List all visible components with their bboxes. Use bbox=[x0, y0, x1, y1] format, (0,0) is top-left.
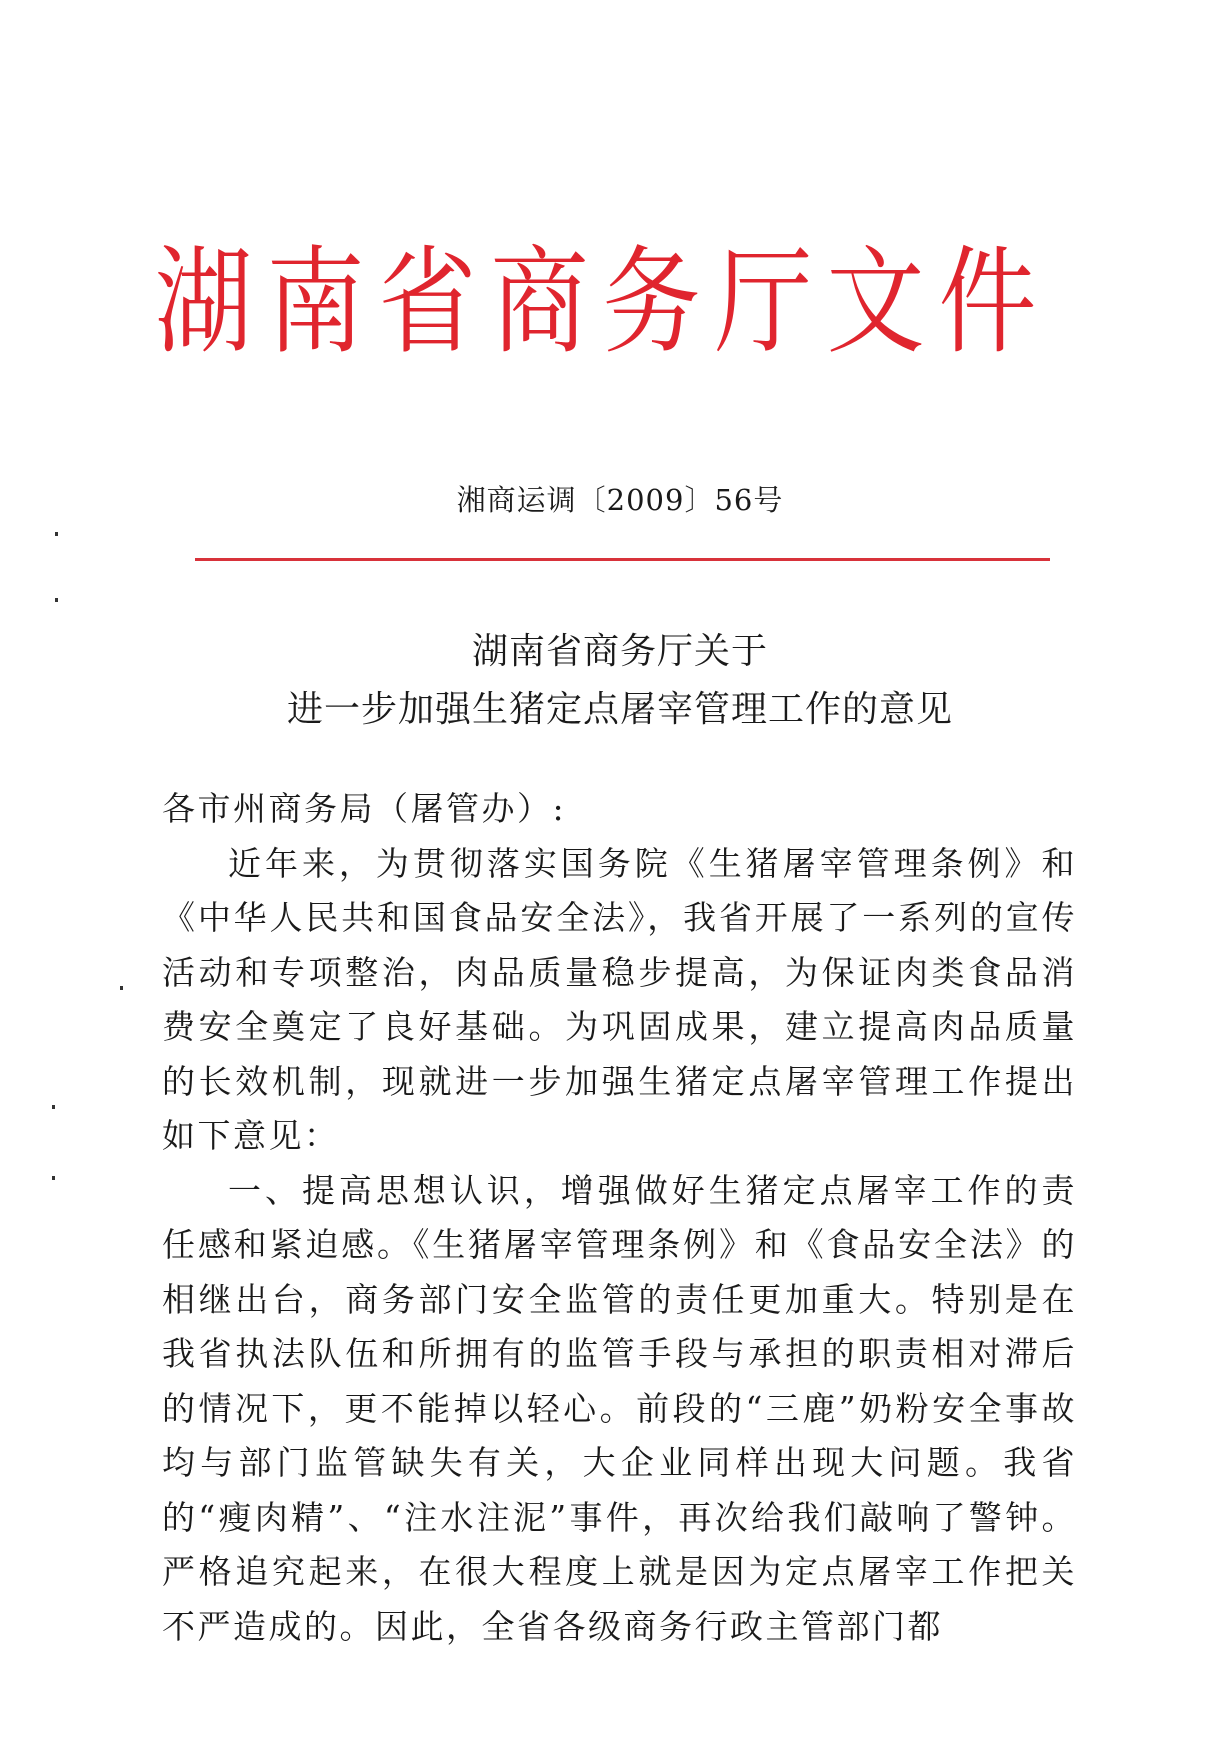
scan-speck bbox=[52, 1105, 55, 1109]
document-header-title: 湖南省商务厅文件 bbox=[154, 235, 1051, 371]
addressee-line: 各市州商务局（屠管办）: bbox=[162, 789, 567, 828]
body-paragraph: 近年来，为贯彻落实国务院《生猪屠宰管理条例》和《中华人民共和国食品安全法》，我省开展了一系列的宣传活动和专项整治，肉品质量稳步提高，为保证肉类食品消费安全奠定了良好基础。为巩固成果，建立提高肉品质量的长效机制，现就进一步加强生猪定点屠宰管理工作提出如下意见： bbox=[162, 843, 1077, 1155]
body-paragraph: 一、提高思想认识，增强做好生猪定点屠宰工作的责任感和紧迫感。《生猪屠宰管理条例》和《食品安全法》的相继出台，商务部门安全监管的责任更加重大。特别是在我省执法队伍和所拥有的监管手段与承担的职责相对滞后的情况下，更不能掉以轻心。前段的“三鹿”奶粉安全事故均与部门监管缺失有关，大企业同样出现大问题。我省的“瘦肉精”、“注水注泥”事件，再次给我们敲响了警钟。严格追究起来，在很大程度上就是因为定点屠宰工作把关不严造成的。因此，全省各级商务行政主管部门都 bbox=[162, 1170, 1077, 1646]
document-title bbox=[0, 623, 1205, 739]
scan-speck bbox=[55, 598, 58, 602]
document-number: 湘商运调〔2009〕56号 bbox=[456, 483, 784, 517]
document-title-line-1: 湖南省商务厅关于 bbox=[471, 631, 768, 672]
document-title-line-2: 进一步加强生猪定点屠宰管理工作的意见 bbox=[286, 689, 953, 730]
document-body bbox=[162, 782, 1077, 1654]
scan-speck bbox=[120, 986, 123, 990]
red-divider-line bbox=[195, 558, 1050, 561]
scan-speck bbox=[55, 532, 58, 536]
scan-speck bbox=[52, 1176, 55, 1180]
